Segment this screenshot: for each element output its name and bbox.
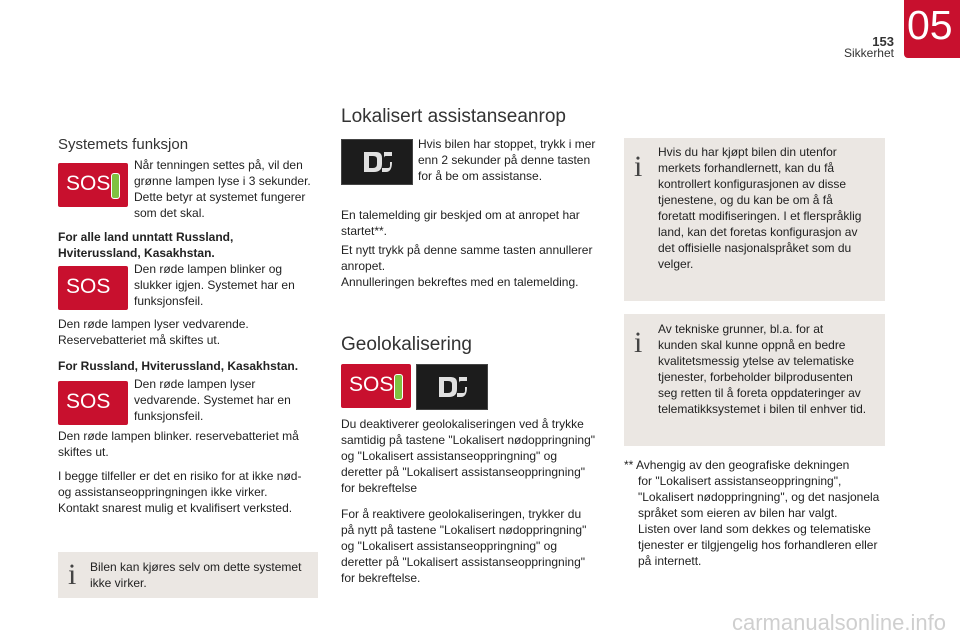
sos-label: SOS <box>66 172 111 195</box>
chapter-number: 05 <box>907 2 953 48</box>
text-block-steady-red: Den røde lampen lyser vedvarende. Reservebatteriet må skiftes ut. <box>58 317 249 347</box>
green-led-icon <box>394 374 403 400</box>
watermark: carmanualsonline.info <box>731 610 946 635</box>
text-block-press-assistance: Hvis bilen har stoppet, trykk i mer enn 2 sekunder på denne tasten for å be om assistanse. <box>418 137 596 183</box>
text-block-blinking: Den røde lampen blinker og slukker igjen. Systemet har en funksjonsfeil. <box>134 262 295 308</box>
chapter-title: Sikkerhet <box>843 46 894 60</box>
heading-all-countries: For alle land unntatt Russland, Hviterussland, Kasakhstan. <box>58 230 234 260</box>
sos-label: SOS <box>66 390 111 413</box>
ds-logo-icon <box>417 365 487 409</box>
page-number: 153 <box>872 34 894 49</box>
text-block-deactivate-geo: Du deaktiverer geolokaliseringen ved å trykke samtidig på tastene "Lokalisert nødoppringning" og "Lokalisert assistanseoppringning" og deretter på "Lokalisert assistanseoppringning" for bekreftelse <box>341 417 596 495</box>
info-box-can-drive: i Bilen kan kjøres selv om dette systemet ikke virker. <box>58 552 318 598</box>
info-icon: i <box>634 150 643 183</box>
sos-label: SOS <box>349 373 394 396</box>
text-block-risk: I begge tilfeller er det en risiko for at ikke nød- og assistanseoppringningen ikke virker. Kontakt snarest mulig et kvalifisert verksted. <box>58 469 302 515</box>
heading-russia: For Russland, Hviterussland, Kasakhstan. <box>58 359 299 373</box>
text-block-voice-message: En talemelding gir beskjed om at anropet har startet**. <box>341 208 580 238</box>
info-icon: i <box>68 558 77 591</box>
assistance-button-icon <box>341 139 413 185</box>
info-box-configuration: i Hvis du har kjøpt bilen din utenfor merkets forhandlernett, kan du få kontrollert konfigurasjonen av disse tjenestene, og du kan be om å få foretatt modifiseringen. I et flerspråklig land, kan det foretas konfigurasjon av det offisielle nasjonalspråket som du velger. <box>624 138 885 301</box>
section-title-system-function: Systemets funksjon <box>58 136 189 153</box>
green-led-icon <box>111 173 120 199</box>
chapter-badge <box>904 0 960 58</box>
sos-label: SOS <box>66 275 111 298</box>
footnote: ** Avhengig av den geografiske dekningen for "Lokalisert assistanseoppringning", "Lokalisert nødoppringning", og det nasjonela språket som eieren av bilen har valgt. Listen over land som dekkes og telematiske tjenester er tilgjengelig hos forhandleren eller på internett. <box>624 458 880 568</box>
text-block-reactivate-geo: For å reaktivere geolokaliseringen, trykker du på nytt på tastene "Lokalisert nødoppringning" og "Lokalisert assistanseoppringning" og deretter på "Lokalisert assistanseoppringning" for bekreftelse. <box>341 507 587 585</box>
ds-logo-icon <box>342 140 412 184</box>
info-box-technical: i Av tekniske grunner, bl.a. for at kunden skal kunne oppnå en bedre kvalitetsmessig ytelse av telematiske tjenester, forbeholder bilprodusenten seg retten til å foreta oppdateringer av telematikksystemet i bilen til enhver tid. <box>624 314 885 446</box>
sos-button-green-icon <box>58 163 128 207</box>
text-block-cancel: Et nytt trykk på denne samme tasten annullerer anropet. Annulleringen bekreftes med en talemelding. <box>341 243 593 289</box>
text-block-startup: Når tenningen settes på, vil den grønne lampen lyse i 3 sekunder. Dette betyr at systemet fungerer som det skal. <box>134 158 311 220</box>
sos-button-red-icon <box>58 266 128 310</box>
section-title-geolocation: Geolokalisering <box>341 334 472 355</box>
text-block-russia-blink: Den røde lampen blinker. reservebatteriet må skiftes ut. <box>58 429 299 459</box>
section-title-localized-assistance: Lokalisert assistanseanrop <box>341 106 566 127</box>
assistance-button-icon <box>416 364 488 410</box>
sos-button-red-icon <box>58 381 128 425</box>
sos-button-green-icon <box>341 364 411 408</box>
info-icon: i <box>634 326 643 359</box>
text-block-russia-steady: Den røde lampen lyser vedvarende. Systemet har en funksjonsfeil. <box>134 377 291 423</box>
